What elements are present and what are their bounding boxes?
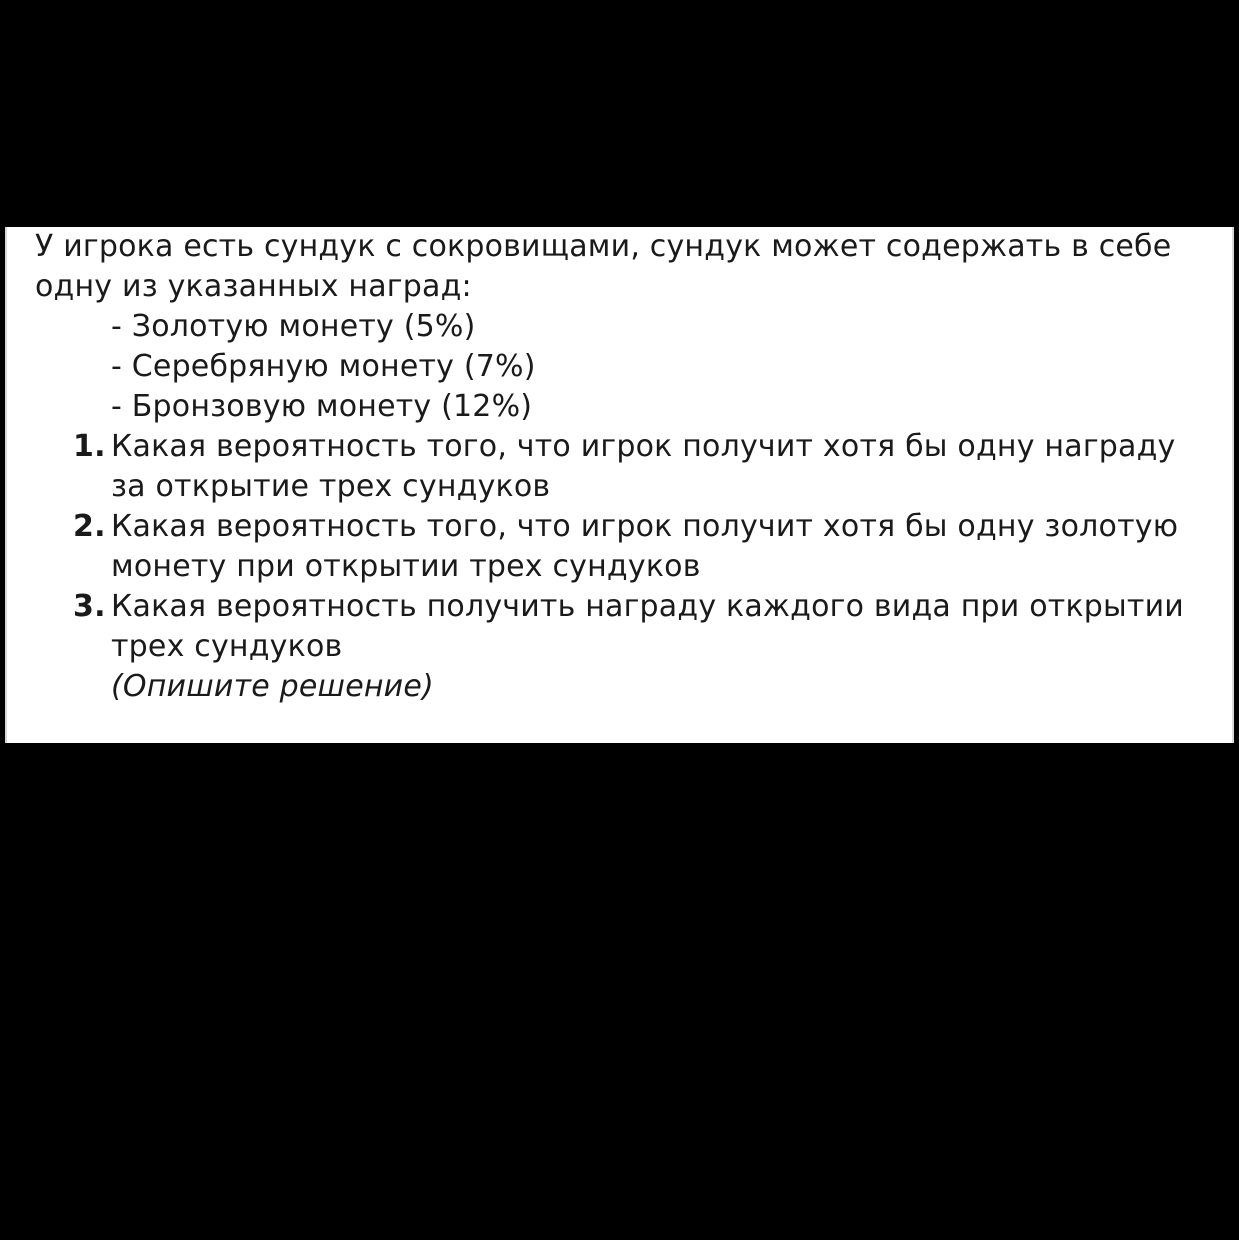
solution-note: (Опишите решение) <box>111 669 434 704</box>
question-text: Какая вероятность того, что игрок получит хотя бы одну награду за открытие трех сундуков <box>111 429 1176 504</box>
question-item <box>35 587 1215 667</box>
intro-text: У игрока есть сундук с сокровищами, сундук может содержать в себе одну из указанных наград: <box>35 229 1172 304</box>
task-card <box>5 227 1234 743</box>
question-item <box>35 507 1215 587</box>
question-number: 2. <box>73 509 106 544</box>
reward-item-silver: - Серебряную монету (7%) <box>111 349 536 384</box>
question-item <box>35 427 1215 507</box>
question-text: Какая вероятность получить награду каждого вида при открытии трех сундуков <box>111 589 1184 664</box>
questions-list <box>35 427 1215 667</box>
task-content <box>35 227 1215 707</box>
reward-item-gold: - Золотую монету (5%) <box>111 309 476 344</box>
question-number: 1. <box>73 429 106 464</box>
question-text: Какая вероятность того, что игрок получит хотя бы одну золотую монету при открытии трех сундуков <box>111 509 1179 584</box>
question-number: 3. <box>73 589 106 624</box>
rewards-list <box>35 307 1215 427</box>
reward-item-bronze: - Бронзовую монету (12%) <box>111 389 533 424</box>
